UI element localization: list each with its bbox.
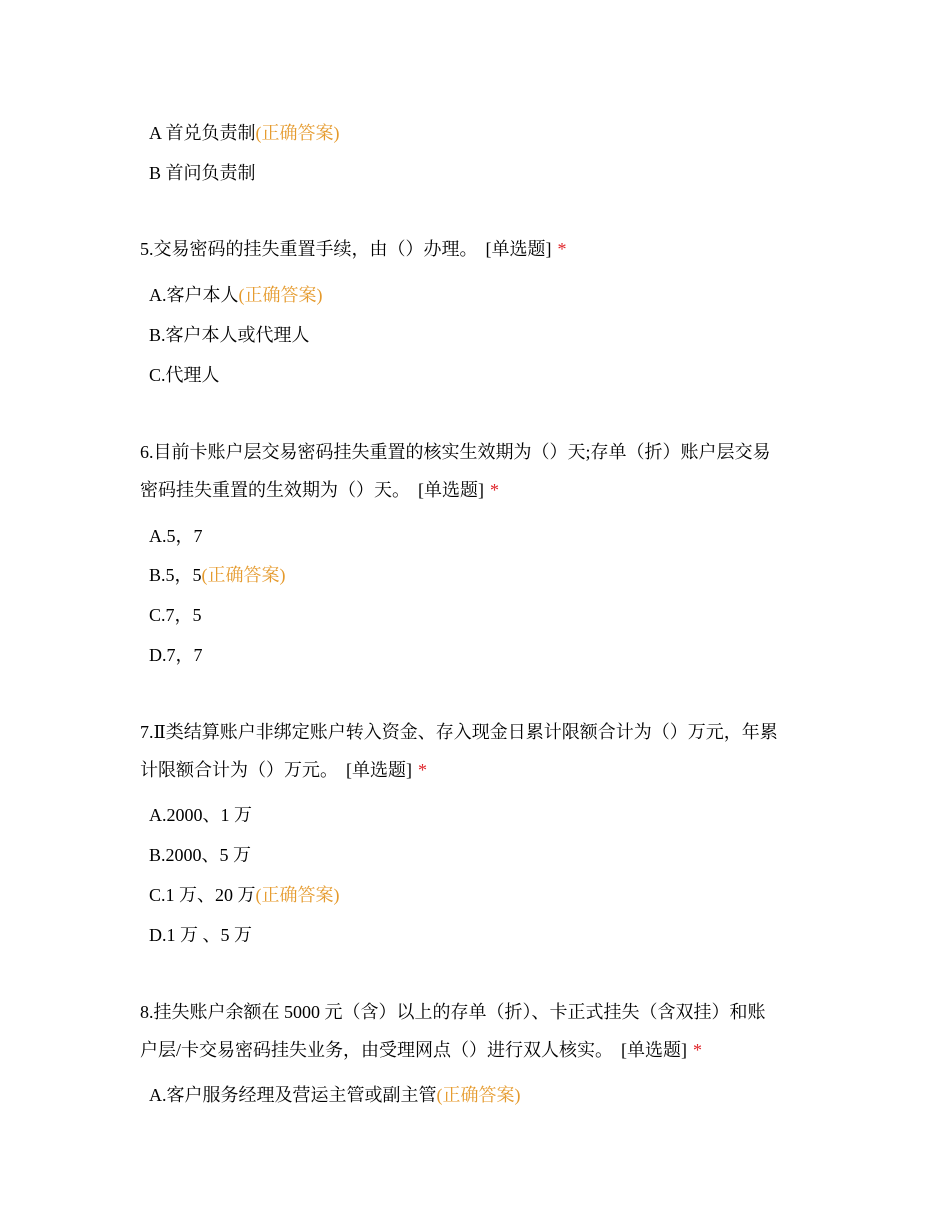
option-5c: C.代理人 (149, 365, 220, 385)
question-type-tag: [单选题] (346, 760, 412, 780)
correct-answer-marker: (正确答案) (255, 123, 340, 143)
correct-answer-marker: (正确答案) (201, 565, 286, 585)
option-4b: B 首问负责制 (149, 163, 256, 183)
question-type-tag: [单选题] (418, 480, 484, 500)
correct-answer-marker: (正确答案) (255, 885, 340, 905)
option-6a: A.5，7 (149, 526, 203, 546)
option-6c: C.7，5 (149, 605, 202, 625)
required-marker: * (557, 239, 567, 259)
option-7d: D.1 万 、5 万 (149, 925, 252, 945)
question-8-title-line-1: 8.挂失账户余额在 5000 元（含）以上的存单（折）、卡正式挂失（含双挂）和账 (140, 1002, 766, 1022)
question-7-title-line-2: 计限额合计为（）万元。 [单选题] * (140, 760, 427, 780)
option-7c: C.1 万、20 万(正确答案) (149, 885, 340, 905)
question-7-title-line-1: 7.Ⅱ类结算账户非绑定账户转入资金、存入现金日累计限额合计为（）万元，年累 (140, 722, 778, 742)
required-marker: * (418, 760, 427, 780)
correct-answer-marker: (正确答案) (238, 285, 323, 305)
option-5b: B.客户本人或代理人 (149, 325, 310, 345)
option-7a: A.2000、1 万 (149, 805, 252, 825)
question-8-title-line-2: 户层/卡交易密码挂失业务，由受理网点（）进行双人核实。 [单选题] * (140, 1040, 702, 1060)
correct-answer-marker: (正确答案) (436, 1085, 521, 1105)
question-6-title-line-1: 6.目前卡账户层交易密码挂失重置的核实生效期为（）天;存单（折）账户层交易 (140, 442, 771, 462)
option-4a: A 首兑负责制(正确答案) (149, 123, 340, 143)
option-6b: B.5，5(正确答案) (149, 565, 286, 585)
question-type-tag: [单选题] (621, 1040, 687, 1060)
option-7b: B.2000、5 万 (149, 845, 252, 865)
option-6d: D.7，7 (149, 645, 203, 665)
question-5-title: 5.交易密码的挂失重置手续，由（）办理。 [单选题] * (140, 239, 567, 259)
question-type-tag: [单选题] (485, 239, 552, 259)
option-8a: A.客户服务经理及营运主管或副主管(正确答案) (149, 1085, 521, 1105)
question-6-title-line-2: 密码挂失重置的生效期为（）天。 [单选题] * (140, 480, 499, 500)
option-5a: A.客户本人(正确答案) (149, 285, 323, 305)
required-marker: * (693, 1040, 702, 1060)
required-marker: * (490, 480, 499, 500)
